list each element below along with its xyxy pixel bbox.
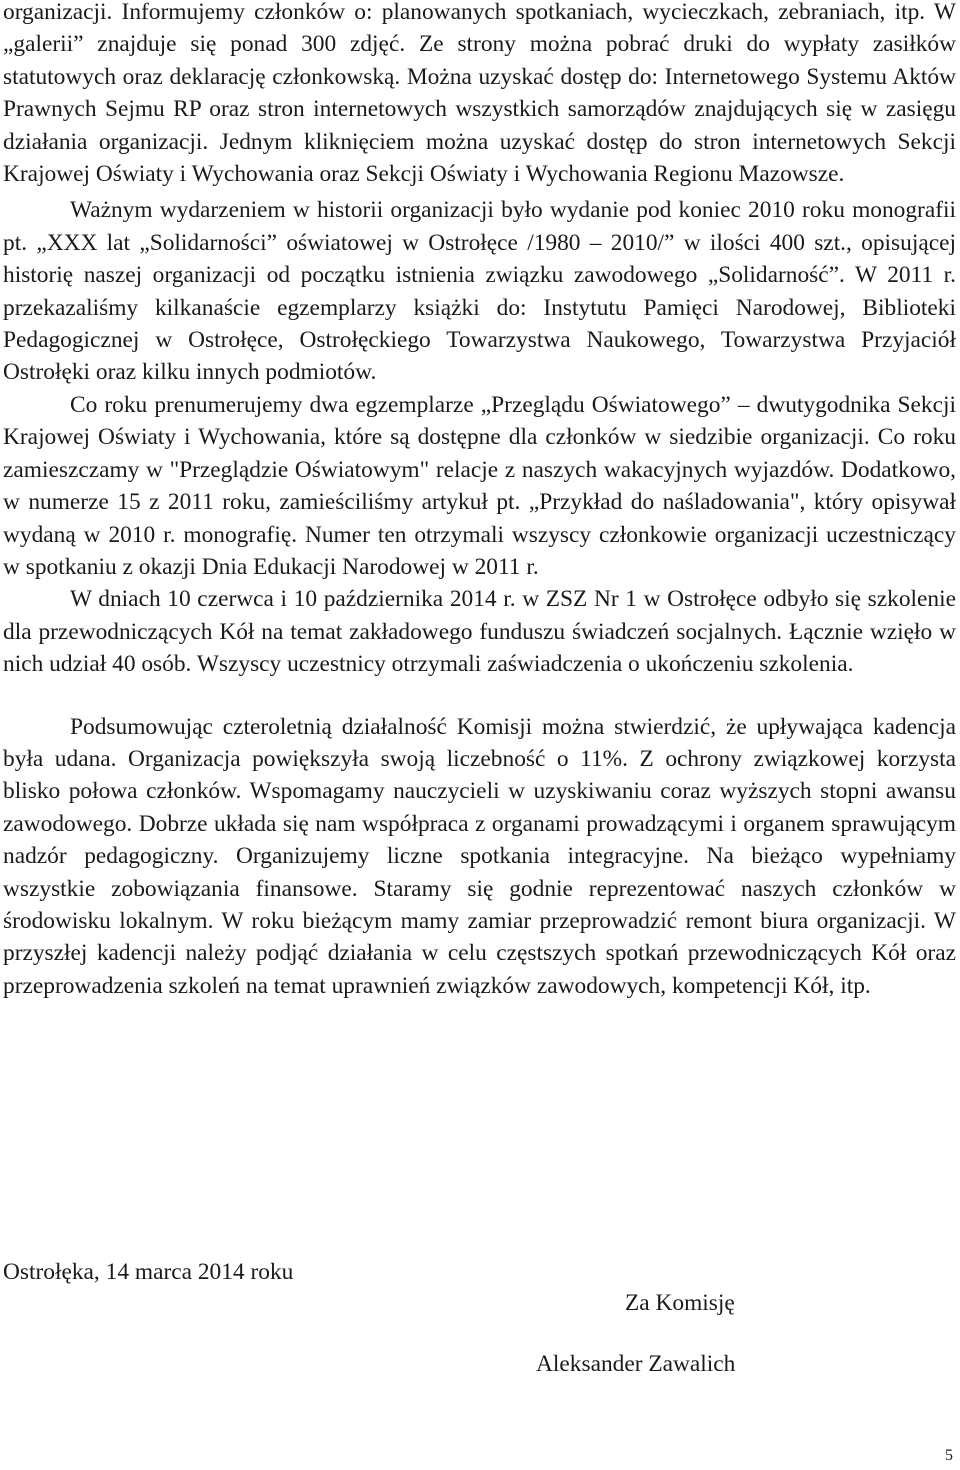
paragraph-educational-review: Co roku prenumerujemy dwa egzemplarze „Przeglądu Oświatowego” – dwutygodnika Sekcji Krajowej Oświaty i Wychowania, które są dostępne dla członków w siedzibie organizacji. Co roku zamieszczamy w "Przeglądzie Oświatowym" relacje z naszych wakacyjnych wyjazdów. Dodatkowo, w numerze 15 z 2011 roku, zamieściliśmy artykuł pt. „Przykład do naśladowania", który opisywał wydaną w 2010 r. monografię. Numer ten otrzymali wszyscy członkowie organizacji uczestniczący w spotkaniu z okazji Dnia Edukacji Narodowej w 2011 r. <box>3 391 956 580</box>
paragraph-summary: Podsumowując czteroletnią działalność Komisji można stwierdzić, że upływająca kadencja była udana. Organizacja powiększyła swoją liczebność o 11%. Z ochrony związkowej korzysta blisko połowa członków. Wspomagamy nauczycieli w uzyskiwaniu coraz wyższych stopni awansu zawodowego. Dobrze układa się nam współpraca z organami prowadzącymi i organem sprawującym nadzór pedagogiczny. Organizujemy liczne spotkania integracyjne. Na bieżąco wypełniamy wszystkie zobowiązania finansowe. Staramy się godnie reprezentować naszych członków w środowisku lokalnym. W roku bieżącym mamy zamiar przeprowadzić remont biura organizacji. W przyszłej kadencji należy podjąć działania w celu częstszych spotkań przewodniczących Kół oraz przeprowadzenia szkoleń na temat uprawnień związków zawodowych, kompetencji Kół, itp. <box>3 713 956 999</box>
signature-name: Aleksander Zawalich <box>536 1351 736 1377</box>
page-number: 5 <box>945 1447 953 1464</box>
paragraph-monograph: Ważnym wydarzeniem w historii organizacji było wydanie pod koniec 2010 roku monografii pt. „XXX lat „Solidarności” oświatowej w Ostrołęce /1980 – 2010/” w ilości 400 szt., opisującej historię naszej organizacji od początku istnienia związku zawodowego „Solidarność”. W 2011 r. przekazaliśmy kilkanaście egzemplarzy książki do: Instytutu Pamięci Narodowej, Biblioteki Pedagogicznej w Ostrołęce, Ostrołęckiego Towarzystwa Naukowego, Towarzystwa Przyjaciół Ostrołęki oraz kilku innych podmiotów. <box>3 197 956 386</box>
signature-title: Za Komisję <box>625 1290 735 1316</box>
paragraph-website-features: organizacji. Informujemy członków o: planowanych spotkaniach, wycieczkach, zebraniach, itp. W „galerii” znajduje się ponad 300 zdjęć. Ze strony można pobrać druki do wypłaty zasiłków statutowych oraz deklarację członkowską. Można uzyskać dostęp do: Internetowego Systemu Aktów Prawnych Sejmu RP oraz stron internetowych wszystkich samorządów znajdujących się w zasięgu działania organizacji. Jednym kliknięciem można uzyskać dostęp do stron internetowych Sekcji Krajowej Oświaty i Wychowania oraz Sekcji Oświaty i Wychowania Regionu Mazowsze. <box>3 0 956 188</box>
document-body <box>3 0 956 1002</box>
place-and-date: Ostrołęka, 14 marca 2014 roku <box>3 1259 294 1285</box>
paragraph-spacer <box>3 681 956 711</box>
paragraph-training: W dniach 10 czerwca i 10 października 2014 r. w ZSZ Nr 1 w Ostrołęce odbyło się szkolenie dla przewodniczących Kół na temat zakładowego funduszu świadczeń socjalnych. Łącznie wzięło w nich udział 40 osób. Wszyscy uczestnicy otrzymali zaświadczenia o ukończeniu szkolenia. <box>3 586 956 678</box>
